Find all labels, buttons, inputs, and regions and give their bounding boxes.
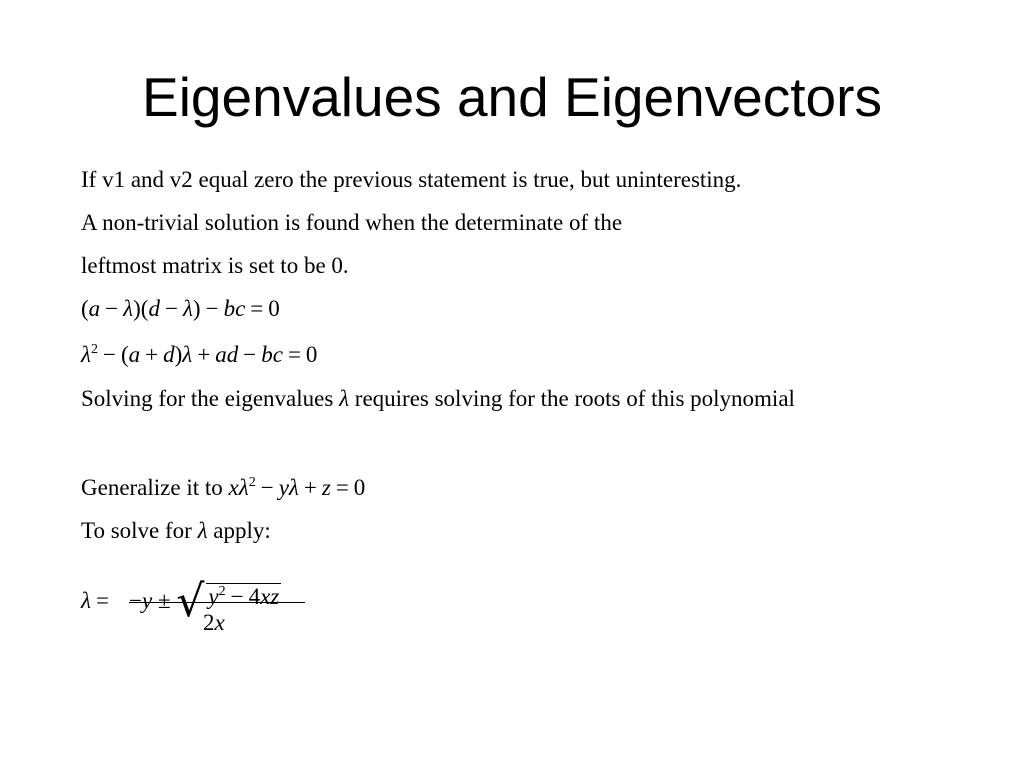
quadratic-formula xyxy=(81,560,321,640)
slide-title: Eigenvalues and Eigenvectors xyxy=(142,66,882,128)
text-line-3: leftmost matrix is set to be 0. xyxy=(81,253,349,278)
equation-general-quadratic: $x\lambda^2 - y\lambda + z = 0$ xyxy=(228,475,366,500)
solving-text-before: Solving for the eigenvalues xyxy=(81,386,334,411)
formula-lhs: λ = xyxy=(81,588,109,613)
text-solving-line xyxy=(81,384,795,414)
equation-characteristic-polynomial: $\lambda^2 - (a + d)\lambda$ + ad − bc = 0 xyxy=(81,342,318,367)
formula-denominator: 2x xyxy=(203,610,225,635)
text-line-1: If v1 and v2 equal zero the previous statement is true, but uninteresting. xyxy=(81,167,742,192)
square-root-icon: √ xyxy=(176,576,205,627)
equation-determinant: (a − λ)(d − λ) − bc = 0 xyxy=(81,296,280,321)
generalize-text: Generalize it to xyxy=(81,475,223,500)
text-generalize-line xyxy=(81,473,365,503)
solve-text-after: apply: xyxy=(213,518,271,543)
lambda-symbol: λ xyxy=(197,518,208,543)
text-line-2: A non-trivial solution is found when the determinate of the xyxy=(81,210,623,235)
fraction-bar xyxy=(129,602,305,603)
text-solve-line xyxy=(81,516,271,546)
formula-numerator: −y ± √ $y^2 - 4xz$ xyxy=(129,576,280,627)
lambda-symbol: λ xyxy=(339,386,350,411)
solve-text-before: To solve for xyxy=(81,518,192,543)
solving-text-after: requires solving for the roots of this polynomial xyxy=(354,386,795,411)
